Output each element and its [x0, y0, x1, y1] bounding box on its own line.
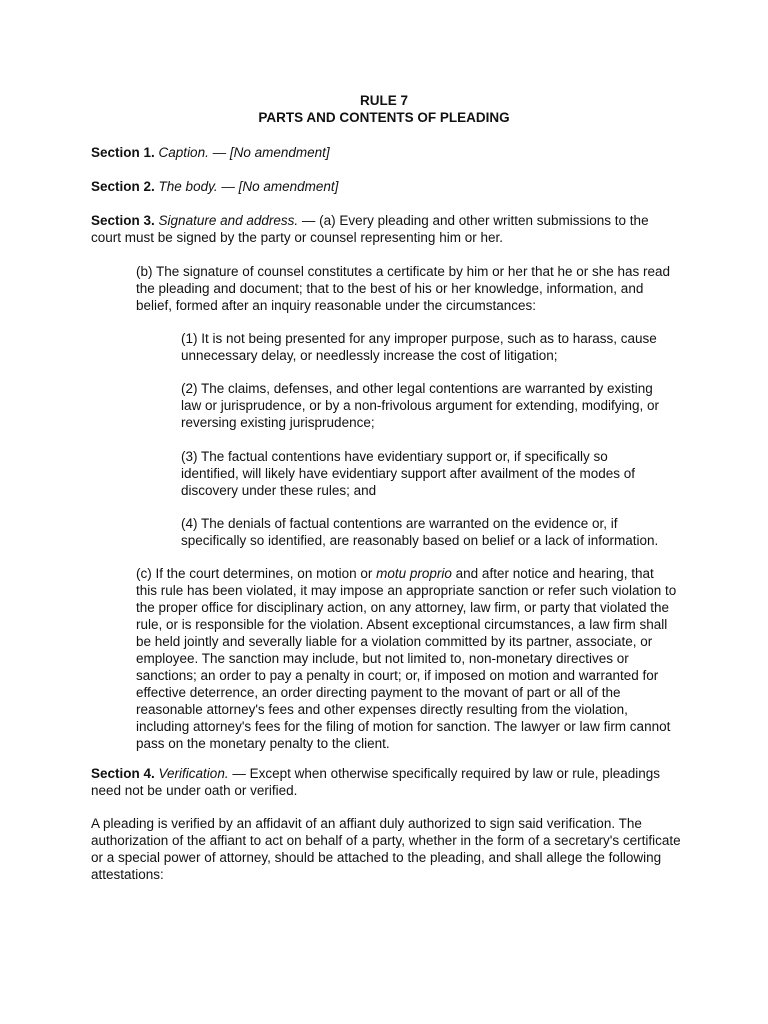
rule-number: RULE 7	[359, 93, 408, 108]
section-3	[91, 212, 681, 246]
section-4-paragraph-2: A pleading is verified by an affidavit of an affiant duly authorized to sign said verification. The authorization of the affiant to act on behalf of a party, whether in the form of a secretary's certificate or a special power of attorney, should be attached to the pleading, and shall allege the following attestations:	[91, 816, 681, 882]
section-3-item-1: (1) It is not being presented for any improper purpose, such as to harass, cause unnecessary delay, or needlessly increase the cost of litigation;	[181, 331, 657, 363]
section-1-dash: —	[208, 145, 230, 160]
section-3c-text-pre: (c) If the court determines, on motion or	[136, 566, 377, 581]
section-1-note: [No amendment]	[229, 145, 330, 160]
section-2-dash: —	[217, 179, 239, 194]
section-3-text: — (a) Every pleading and other written submissions to the court must be signed by the party or counsel representing him or her.	[91, 213, 649, 245]
section-2-note: [No amendment]	[238, 179, 339, 194]
section-3-label: Section 3.	[91, 213, 155, 228]
section-2	[91, 178, 681, 195]
section-2-label: Section 2.	[91, 179, 155, 194]
section-4-title: Verification.	[158, 766, 229, 781]
section-2-title: The body.	[158, 179, 218, 194]
section-1-title: Caption.	[158, 145, 209, 160]
section-3c-italic: motu proprio	[376, 566, 452, 581]
section-3-title: Signature and address.	[158, 213, 299, 228]
section-3-item-4: (4) The denials of factual contentions are warranted on the evidence or, if specifically so identified, are reasonably based on belief or a lack of information.	[181, 516, 659, 548]
section-1-label: Section 1.	[91, 145, 155, 160]
section-4	[91, 765, 681, 799]
section-3-paragraph-b: (b) The signature of counsel constitutes a certificate by him or her that he or she has read the pleading and document; that to the best of his or her knowledge, information, and belief, formed after an inquiry reasonable under the circumstances:	[136, 264, 671, 313]
section-3-item-2: (2) The claims, defenses, and other legal contentions are warranted by existing law or jurisprudence, or by a non-frivolous argument for extending, modifying, or reversing existing jurisprudence;	[181, 381, 659, 430]
section-3-item-3: (3) The factual contentions have evidentiary support or, if specifically so identified, will likely have evidentiary support after availment of the modes of discovery under these rules; and	[181, 449, 635, 498]
section-4-label: Section 4.	[91, 766, 155, 781]
section-3c-text-post: and after notice and hearing, that this rule has been violated, it may impose an appropriate sanction or refer such violation to the proper office for disciplinary action, on any attorney, law firm, or party that violated the rule, or is responsible for the violation. Absent exceptional circumstances, a law firm shall be held jointly and severally liable for a violation committed by its partner, associate, or employee. The sanction may include, but not limited to, non-monetary directives or sanctions; an order to pay a penalty in court; or, if imposed on motion and warranted for effective deterrence, an order directing payment to the movant of part or all of the reasonable attorney's fees and other expenses directly resulting from the violation, including attorney's fees for the filing of motion for sanction. The lawyer or law firm cannot pass on the monetary penalty to the client.	[136, 566, 677, 751]
section-3-paragraph-c	[136, 565, 677, 752]
rule-title: PARTS AND CONTENTS OF PLEADING	[258, 110, 510, 125]
section-1	[91, 144, 681, 161]
section-4-text: — Except when otherwise specifically required by law or rule, pleadings need not be under oath or verified.	[91, 766, 661, 798]
